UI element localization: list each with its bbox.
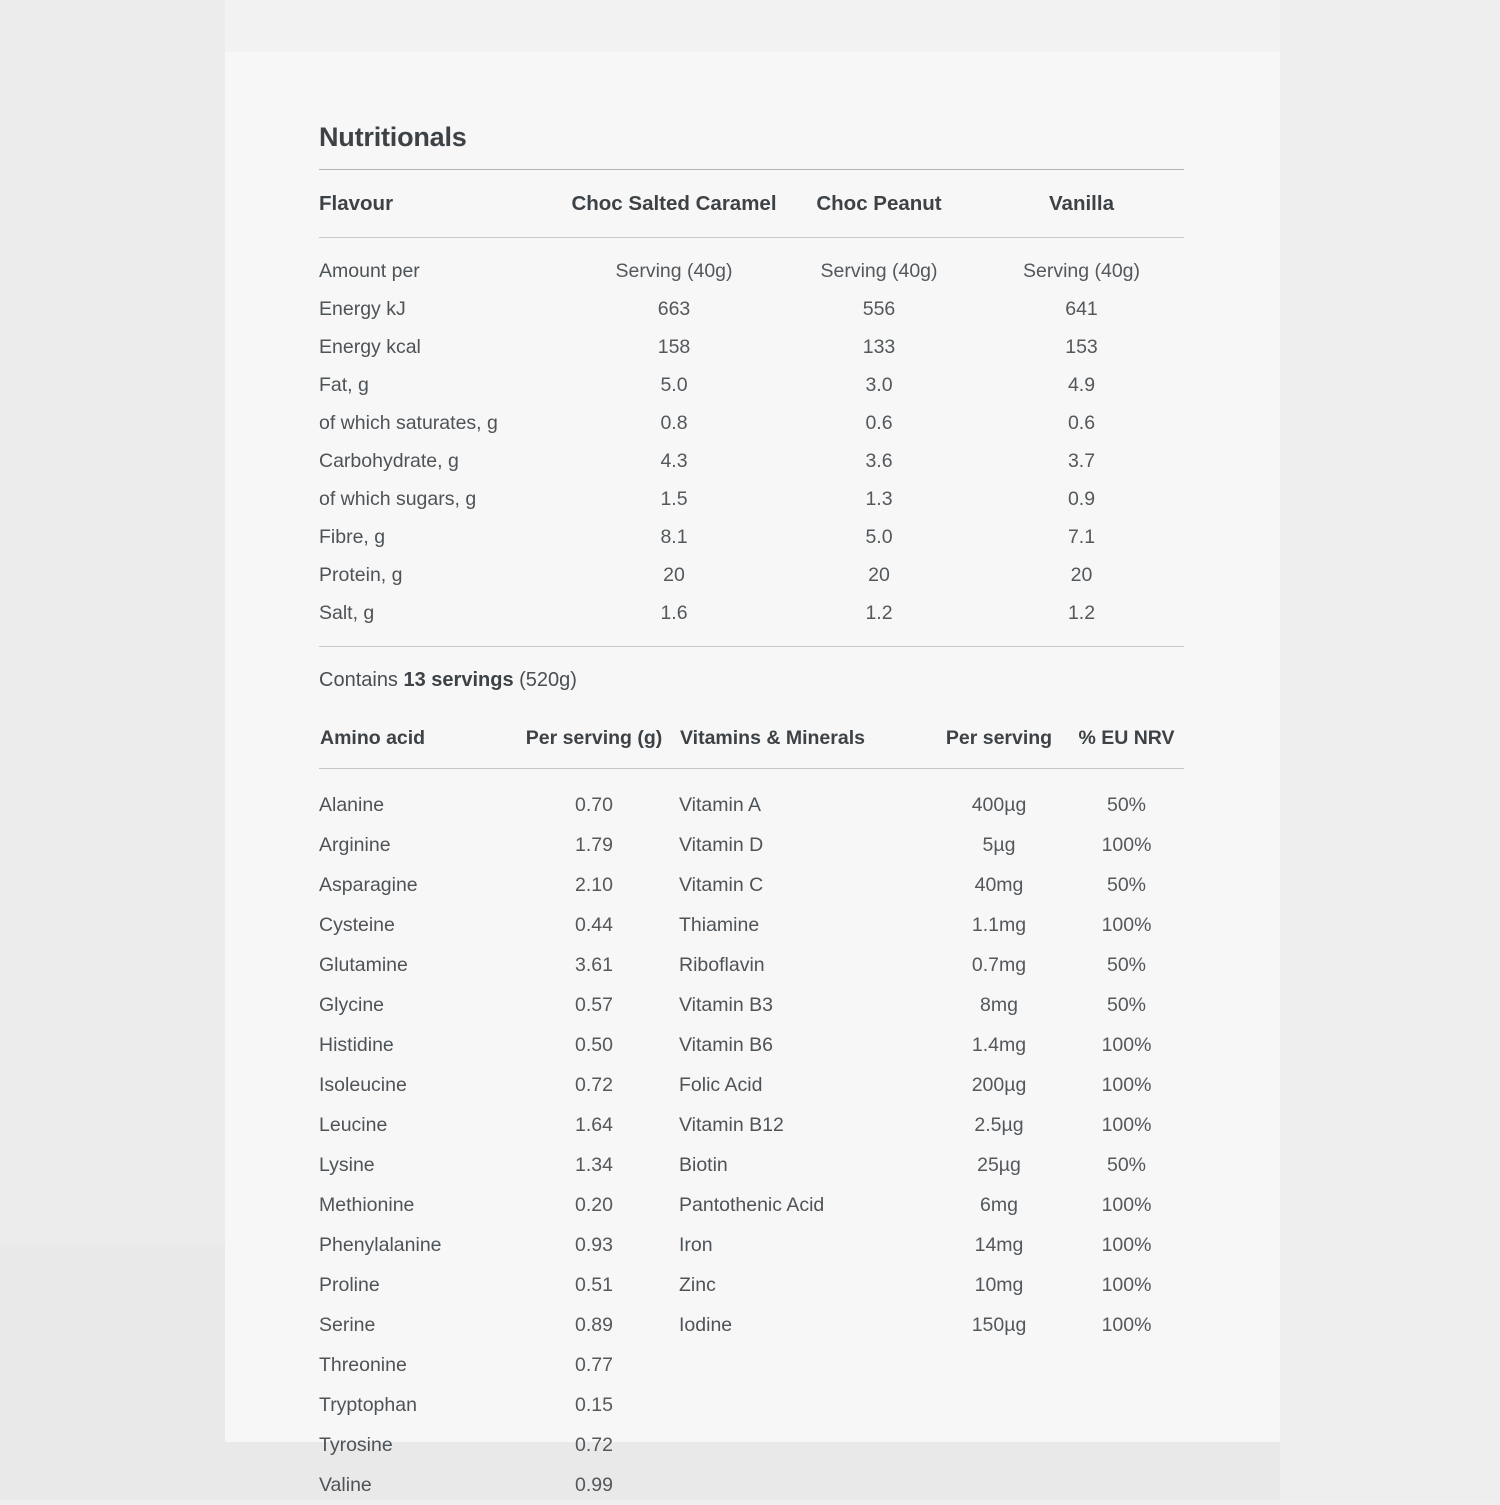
row-value: 0.6	[1067, 411, 1096, 434]
nutrient-name: Thiamine	[679, 913, 760, 936]
table-row	[679, 945, 1184, 985]
table-row	[679, 1185, 1184, 1225]
nutrient-name: Zinc	[679, 1273, 716, 1296]
amino-acid-value: 2.10	[575, 873, 613, 896]
amino-acid-name: Arginine	[319, 833, 391, 856]
row-value: 556	[862, 297, 896, 320]
servings-note-suffix: (520g)	[513, 669, 577, 691]
amino-acid-table-header	[319, 726, 679, 785]
column-header-vanilla: Vanilla	[1049, 192, 1114, 215]
nutrient-name: Pantothenic Acid	[679, 1193, 825, 1216]
row-label: Salt, g	[319, 601, 375, 624]
amino-acid-name: Tyrosine	[319, 1433, 393, 1456]
row-value: 663	[657, 297, 691, 320]
nutrient-name: Vitamin B6	[679, 1033, 773, 1056]
table-row	[319, 785, 679, 825]
row-value: Serving (40g)	[820, 259, 938, 282]
vitamins-minerals-table-body	[679, 785, 1184, 1345]
row-label: Energy kJ	[319, 297, 406, 320]
column-header-per-serving-g: Per serving (g)	[525, 727, 663, 749]
nutrient-per-serving: 5µg	[982, 833, 1016, 856]
nutrient-per-serving: 150µg	[971, 1313, 1027, 1336]
amino-acid-value: 0.77	[575, 1353, 613, 1376]
column-header-per-serving: Per serving	[945, 727, 1053, 749]
row-label: of which sugars, g	[319, 487, 477, 510]
row-value: 20	[868, 563, 890, 586]
amino-acid-name: Phenylalanine	[319, 1233, 442, 1256]
row-value: 1.2	[865, 601, 893, 624]
row-value: 153	[1065, 335, 1098, 358]
header-divider-row	[319, 237, 1184, 252]
column-header-eu-nrv: % EU NRV	[1078, 727, 1175, 749]
amino-acid-value: 0.51	[575, 1273, 613, 1296]
amino-acid-value: 0.57	[575, 993, 613, 1016]
table-row	[679, 785, 1184, 825]
amino-acid-name: Histidine	[319, 1033, 394, 1056]
servings-note-count: 13 servings	[403, 669, 514, 691]
amino-acid-value: 1.79	[575, 833, 613, 856]
nutrient-per-serving: 40mg	[974, 873, 1024, 896]
table-row	[319, 985, 679, 1025]
amino-acid-name: Threonine	[319, 1353, 407, 1376]
nutrient-per-serving: 1.4mg	[971, 1033, 1027, 1056]
nutrient-nrv: 50%	[1106, 793, 1147, 816]
row-value: 1.2	[1067, 601, 1096, 624]
amino-acid-name: Serine	[319, 1313, 376, 1336]
amino-acid-name: Isoleucine	[319, 1073, 407, 1096]
row-label: Carbohydrate, g	[319, 449, 459, 472]
lower-tables	[319, 726, 1184, 1505]
nutrient-per-serving: 2.5µg	[974, 1113, 1024, 1136]
table-row	[679, 1145, 1184, 1185]
table-row	[319, 1225, 679, 1265]
table-row	[319, 1305, 679, 1345]
amino-acid-name: Alanine	[319, 793, 385, 816]
page-title: Nutritionals	[319, 122, 467, 152]
nutrient-nrv: 100%	[1101, 1273, 1152, 1296]
amino-acid-value: 0.44	[575, 913, 613, 936]
amino-acid-name: Tryptophan	[319, 1393, 417, 1416]
row-value: 3.0	[865, 373, 893, 396]
table-row	[679, 1225, 1184, 1265]
card-content	[319, 122, 1184, 1505]
row-value: 1.3	[865, 487, 893, 510]
amino-acid-value: 0.72	[575, 1073, 613, 1096]
nutrient-per-serving: 0.7mg	[971, 953, 1027, 976]
vitamins-minerals-table-header	[679, 726, 1184, 785]
nutrient-name: Iron	[679, 1233, 713, 1256]
row-value: 4.3	[660, 449, 688, 472]
amino-acid-value: 3.61	[575, 953, 613, 976]
nutrient-per-serving: 400µg	[971, 793, 1027, 816]
row-value: Serving (40g)	[1022, 259, 1141, 282]
column-header-vitamins-minerals: Vitamins & Minerals	[680, 727, 865, 749]
footer-divider-row	[319, 632, 1184, 647]
table-row	[679, 865, 1184, 905]
row-value: 7.1	[1067, 525, 1096, 548]
amino-acid-header-divider	[319, 768, 679, 785]
table-header-row	[679, 726, 1184, 768]
table-row	[319, 1025, 679, 1065]
table-row	[679, 985, 1184, 1025]
amino-acid-value: 0.72	[575, 1433, 613, 1456]
nutritionals-table-body	[319, 237, 1184, 647]
table-row	[319, 1425, 679, 1465]
amino-acid-value: 0.89	[575, 1313, 613, 1336]
table-row	[679, 1265, 1184, 1305]
nutrient-nrv: 100%	[1101, 833, 1152, 856]
table-row	[319, 594, 1184, 632]
nutrient-name: Vitamin A	[679, 793, 762, 816]
amino-acid-value: 0.20	[575, 1193, 613, 1216]
row-value: 3.7	[1067, 449, 1096, 472]
column-header-amino-acid: Amino acid	[320, 727, 426, 749]
nutrient-name: Vitamin B12	[679, 1113, 784, 1136]
table-header-row	[319, 726, 679, 768]
table-row	[319, 1065, 679, 1105]
column-header-choc-peanut: Choc Peanut	[816, 192, 942, 215]
amino-acid-name: Glutamine	[319, 953, 408, 976]
row-value: 1.6	[660, 601, 688, 624]
amino-acid-name: Asparagine	[319, 873, 418, 896]
nutritionals-table-header	[319, 170, 1184, 237]
table-row	[319, 404, 1184, 442]
table-row	[319, 556, 1184, 594]
amino-acid-section	[319, 726, 679, 1505]
table-row	[679, 1065, 1184, 1105]
table-row	[319, 1385, 679, 1425]
row-value: 8.1	[660, 525, 688, 548]
table-row	[319, 1145, 679, 1185]
nutrient-nrv: 100%	[1101, 1113, 1152, 1136]
table-row	[319, 480, 1184, 518]
nutritionals-card	[225, 52, 1280, 1496]
table-row	[319, 865, 679, 905]
vitamins-minerals-header-divider	[679, 768, 1184, 785]
amino-acid-value: 0.70	[575, 793, 613, 816]
row-label: of which saturates, g	[319, 411, 498, 434]
amino-acid-value: 0.15	[575, 1393, 613, 1416]
nutrient-per-serving: 8mg	[980, 993, 1018, 1016]
table-row	[319, 825, 679, 865]
row-value: 5.0	[660, 373, 688, 396]
row-value: 641	[1065, 297, 1098, 320]
amino-acid-value: 1.34	[575, 1153, 613, 1176]
table-row	[319, 1105, 679, 1145]
table-row	[679, 1105, 1184, 1145]
amino-acid-name: Glycine	[319, 993, 385, 1016]
amino-acid-value: 0.99	[575, 1473, 613, 1496]
column-header-flavour: Flavour	[319, 192, 394, 215]
row-value: 20	[1070, 563, 1093, 586]
table-header-row	[319, 170, 1184, 237]
table-row	[319, 1465, 679, 1505]
nutrient-nrv: 50%	[1106, 873, 1147, 896]
amino-acid-name: Valine	[319, 1473, 372, 1496]
table-row	[319, 366, 1184, 404]
nutrient-nrv: 100%	[1101, 1313, 1152, 1336]
row-label: Fat, g	[319, 373, 369, 396]
table-row	[319, 518, 1184, 556]
column-header-choc-salted-caramel: Choc Salted Caramel	[571, 192, 777, 215]
background-panel-right	[1280, 0, 1500, 1500]
row-value: 0.8	[660, 411, 688, 434]
row-value: Serving (40g)	[615, 259, 733, 282]
table-row	[319, 442, 1184, 480]
nutrient-nrv: 100%	[1101, 1193, 1152, 1216]
amino-acid-name: Methionine	[319, 1193, 415, 1216]
table-row	[679, 825, 1184, 865]
amino-acid-value: 0.93	[575, 1233, 613, 1256]
nutrient-name: Vitamin C	[679, 873, 764, 896]
table-row	[319, 1345, 679, 1385]
amino-acid-table-body	[319, 785, 679, 1505]
amino-acid-value: 0.50	[575, 1033, 613, 1056]
servings-note-prefix: Contains	[319, 669, 404, 691]
nutrient-name: Biotin	[679, 1153, 728, 1176]
nutrient-name: Folic Acid	[679, 1073, 763, 1096]
table-row	[319, 328, 1184, 366]
table-row	[679, 905, 1184, 945]
amino-acid-name: Lysine	[319, 1153, 375, 1176]
nutrient-nrv: 50%	[1106, 993, 1147, 1016]
amino-acid-name: Leucine	[319, 1113, 388, 1136]
row-value: 20	[663, 563, 685, 586]
nutrient-nrv: 100%	[1101, 1033, 1152, 1056]
table-row	[679, 1305, 1184, 1345]
row-value: 1.5	[660, 487, 688, 510]
table-row	[679, 1025, 1184, 1065]
row-value: 5.0	[865, 525, 893, 548]
amino-acid-name: Proline	[319, 1273, 380, 1296]
nutrient-per-serving: 25µg	[977, 1153, 1021, 1176]
table-row	[319, 252, 1184, 290]
row-value: 4.9	[1067, 373, 1096, 396]
nutrient-name: Riboflavin	[679, 953, 765, 976]
amino-acid-name: Cysteine	[319, 913, 395, 936]
amino-acid-value: 1.64	[575, 1113, 613, 1136]
nutrient-per-serving: 6mg	[980, 1193, 1018, 1216]
table-row	[319, 1265, 679, 1305]
nutrient-per-serving: 200µg	[971, 1073, 1027, 1096]
servings-note	[319, 669, 1184, 692]
table-row	[319, 905, 679, 945]
nutrient-nrv: 100%	[1101, 1073, 1152, 1096]
nutritionals-table	[319, 170, 1184, 647]
nutrient-name: Vitamin D	[679, 833, 764, 856]
vitamins-minerals-section	[679, 726, 1184, 1505]
nutrient-nrv: 100%	[1101, 1233, 1152, 1256]
vitamins-minerals-table	[679, 726, 1184, 1345]
nutrient-per-serving: 10mg	[974, 1273, 1024, 1296]
nutrient-nrv: 50%	[1106, 953, 1147, 976]
nutrient-name: Vitamin B3	[679, 993, 773, 1016]
table-row	[319, 1185, 679, 1225]
table-row	[319, 290, 1184, 328]
row-label: Amount per	[319, 259, 420, 282]
nutrient-per-serving: 14mg	[974, 1233, 1024, 1256]
nutrient-per-serving: 1.1mg	[971, 913, 1027, 936]
row-value: 133	[862, 335, 896, 358]
nutrient-name: Iodine	[679, 1313, 733, 1336]
row-label: Energy kcal	[319, 335, 421, 358]
row-value: 3.6	[865, 449, 893, 472]
table-row	[319, 945, 679, 985]
row-value: 158	[657, 335, 691, 358]
amino-acid-table	[319, 726, 679, 1505]
row-value: 0.9	[1067, 487, 1096, 510]
nutrient-nrv: 50%	[1106, 1153, 1147, 1176]
row-label: Fibre, g	[319, 525, 386, 548]
row-label: Protein, g	[319, 563, 403, 586]
row-value: 0.6	[865, 411, 893, 434]
nutrient-nrv: 100%	[1101, 913, 1152, 936]
